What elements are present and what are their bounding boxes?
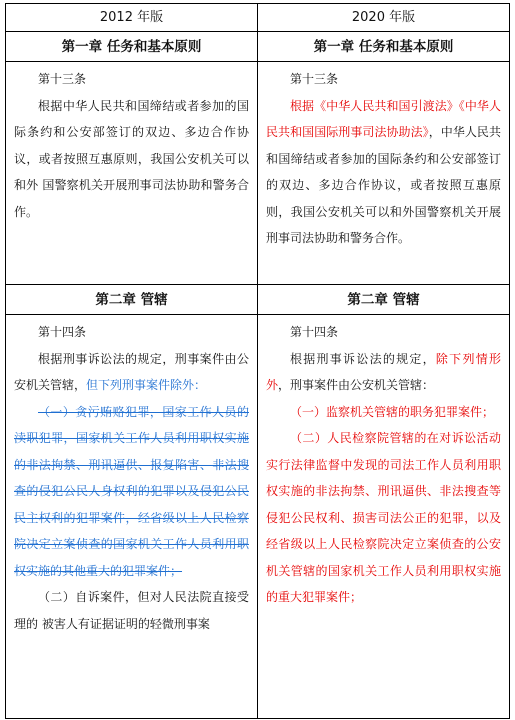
item-1: （一）监察机关管辖的职务犯罪案件； (290, 404, 495, 419)
article-text: 根据中华人民共和国缔结或者参加的国际条约和公安部签订的双边、多边合作协 议，或者按照互惠原则，我国公安机关可以和外 国警察机关开展刑事司法协助和警务合作。 (14, 98, 249, 219)
chapter2-title-2012: 第二章 管辖 (95, 292, 168, 308)
chapter2-body-2020 (258, 315, 509, 720)
added-text: 除下列情形外 (266, 351, 501, 392)
chapter2-title-2020: 第二章 管辖 (347, 292, 420, 308)
chapter2-body-2012 (6, 315, 257, 720)
chapter1-body-2020 (258, 62, 509, 284)
item-2: （二）自诉案件，但对人民法院直接受理的 被害人有证据证明的轻微刑事案 (14, 590, 249, 631)
article-intro (14, 346, 249, 399)
article-text-rest: ，中华人民共和国缔结或者参加的国际条约和公安部签订的双边、多边合作协议，或者按照互惠原则，我国公安机关可以和外国警察机关开展刑事司法协助和警务合作。 (266, 125, 501, 245)
added-text: 根据《中华人民共和国引渡法》《中华人民共和国国际刑事司法协助法》 (266, 98, 501, 139)
chapter1-title-2020: 第一章 任务和基本原则 (313, 39, 454, 55)
article-text (266, 93, 501, 252)
header-2012: 2012 年版 (99, 10, 164, 25)
header-2020: 2020 年版 (351, 10, 416, 25)
article-number: 第十四条 (290, 325, 339, 339)
article-intro (266, 346, 501, 399)
intro-text: 根据刑事诉讼法的规定， (290, 351, 436, 366)
chapter1-body-2012 (6, 62, 257, 284)
deleted-text: （一）贪污贿赂犯罪，国家工作人员的渎职犯罪，国家机关工作人员利用职权实施的非法拘禁、刑讯逼供、报复陷害、非法搜查的侵犯公民人身权利的犯罪以及侵犯公民民主权利的犯罪案件，经省级以上人民检察院决定立案侦查的国家机关工作人员利用职权实施的其他重大的犯罪案件； (14, 404, 249, 578)
chapter1-title-2012: 第一章 任务和基本原则 (61, 39, 202, 55)
article-number: 第十三条 (290, 72, 339, 86)
modified-text: 但下列刑事案件除外： (86, 378, 207, 392)
article-number: 第十三条 (38, 72, 87, 86)
intro-text: 根据刑事诉讼法的规定，刑事案件由公安机关管辖， (14, 351, 249, 392)
article-number: 第十四条 (38, 325, 87, 339)
item-2: （二）人民检察院管辖的在对诉讼活动实行法律监督中发现的司法工作人员利用职权实施的非法拘禁、刑讯逼供、非法搜查等侵犯公民权利、损害司法公正的犯罪，以及经省级以上人民检察院决定立案侦查的公安机关管辖的国家机关工作人员利用职权实施的重大犯罪案件； (266, 431, 501, 604)
comparison-table (5, 3, 510, 719)
intro-text-end: ，刑事案件由公安机关管辖： (278, 378, 435, 392)
